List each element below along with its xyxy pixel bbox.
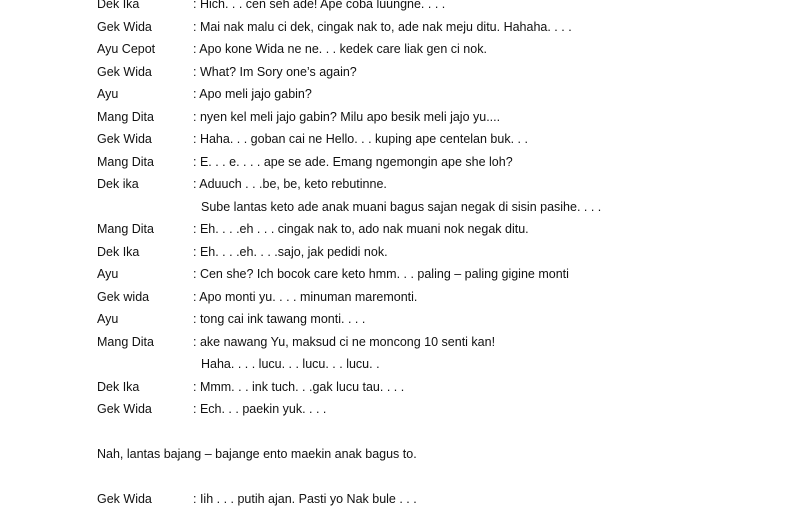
paragraph-gap bbox=[0, 466, 800, 489]
speaker-name: Mang Dita bbox=[97, 334, 154, 349]
dialogue-text: : Apo kone Wida ne ne. . . kedek care liak gen ci nok. bbox=[193, 42, 487, 56]
dialogue-text: : nyen kel meli jajo gabin? Milu apo besik meli jajo yu.... bbox=[193, 109, 501, 124]
speaker-name: Gek Wida bbox=[97, 492, 152, 506]
speaker-name: Mang Dita bbox=[97, 222, 154, 236]
speaker-name: Dek Ika bbox=[97, 244, 140, 259]
speaker-name: Dek Ika bbox=[97, 0, 140, 11]
dialogue-line bbox=[0, 151, 800, 174]
dialogue-text: : Hich. . . cen seh ade! Ape coba luungne. . . . bbox=[193, 0, 446, 11]
dialogue-line bbox=[0, 241, 800, 264]
dialogue-line bbox=[0, 128, 800, 151]
dialogue-text: : tong cai ink tawang monti. . . . bbox=[193, 312, 366, 326]
speaker-name: Ayu bbox=[97, 312, 119, 326]
dialogue-line bbox=[0, 106, 800, 129]
dialogue-line bbox=[0, 38, 800, 61]
dialogue-text: : What? Im Sory one’s again? bbox=[193, 64, 357, 79]
dialogue-text: Haha. . . . lucu. . . lucu. . . lucu. . bbox=[201, 357, 380, 371]
dialogue-text: : Ech. . . paekin yuk. . . . bbox=[193, 402, 327, 416]
dialogue-line bbox=[0, 16, 800, 39]
dialogue-text: : Apo meli jajo gabin? bbox=[193, 87, 312, 101]
dialogue-text: : Apo monti yu. . . . minuman maremonti. bbox=[193, 289, 418, 304]
dialogue-text: Sube lantas keto ade anak muani bagus sajan negak di sisin pasihe. . . . bbox=[201, 199, 602, 214]
dialogue-text: : Mmm. . . ink tuch. . .gak lucu tau. . . . bbox=[193, 379, 405, 394]
dialogue-text: : Haha. . . goban cai ne Hello. . . kuping ape centelan buk. . . bbox=[193, 132, 528, 146]
dialogue-text: : Eh. . . .eh. . . .sajo, jak pedidi nok. bbox=[193, 244, 388, 259]
speaker-name: Gek Wida bbox=[97, 64, 152, 79]
speaker-name: Gek Wida bbox=[97, 19, 152, 34]
narration-line bbox=[0, 443, 800, 466]
dialogue-text: : Aduuch . . .be, be, keto rebutinne. bbox=[193, 177, 387, 191]
speaker-name: Ayu Cepot bbox=[97, 42, 156, 56]
dialogue-line bbox=[0, 173, 800, 196]
dialogue-line bbox=[0, 353, 800, 376]
speaker-name: Mang Dita bbox=[97, 109, 154, 124]
paragraph-gap bbox=[0, 421, 800, 444]
dialogue-line bbox=[0, 398, 800, 421]
speaker-name: Gek Wida bbox=[97, 132, 152, 146]
dialogue-line bbox=[0, 83, 800, 106]
speaker-name: Gek Wida bbox=[97, 402, 152, 416]
dialogue-line bbox=[0, 218, 800, 241]
dialogue-line bbox=[0, 376, 800, 399]
speaker-name: Dek ika bbox=[97, 177, 139, 191]
speaker-name: Gek wida bbox=[97, 289, 150, 304]
dialogue-line bbox=[0, 488, 800, 511]
dialogue-line bbox=[0, 263, 800, 286]
dialogue-text: : Eh. . . .eh . . . cingak nak to, ado nak muani nok negak ditu. bbox=[193, 222, 529, 236]
dialogue-text: : Cen she? Ich bocok care keto hmm. . . paling – paling gigine monti bbox=[193, 267, 569, 281]
speaker-name: Mang Dita bbox=[97, 154, 154, 169]
speaker-name: Ayu bbox=[97, 87, 119, 101]
speaker-name: Dek Ika bbox=[97, 379, 140, 394]
dialogue-line bbox=[0, 286, 800, 309]
dialogue-line bbox=[0, 0, 800, 16]
dialogue-text: : ake nawang Yu, maksud ci ne moncong 10 senti kan! bbox=[193, 334, 496, 349]
dialogue-line bbox=[0, 331, 800, 354]
dialogue-text: : E. . . e. . . . ape se ade. Emang ngemongin ape she loh? bbox=[193, 154, 513, 169]
dialogue-text: : Iih . . . putih ajan. Pasti yo Nak bule . . . bbox=[193, 492, 417, 506]
dialogue-line bbox=[0, 61, 800, 84]
narration-text: Nah, lantas bajang – bajange ento maekin anak bagus to. bbox=[97, 447, 417, 461]
dialogue-line bbox=[0, 196, 800, 219]
speaker-name: Ayu bbox=[97, 267, 119, 281]
dialogue-text: : Mai nak malu ci dek, cingak nak to, ade nak meju ditu. Hahaha. . . . bbox=[193, 19, 572, 34]
dialogue-line bbox=[0, 308, 800, 331]
